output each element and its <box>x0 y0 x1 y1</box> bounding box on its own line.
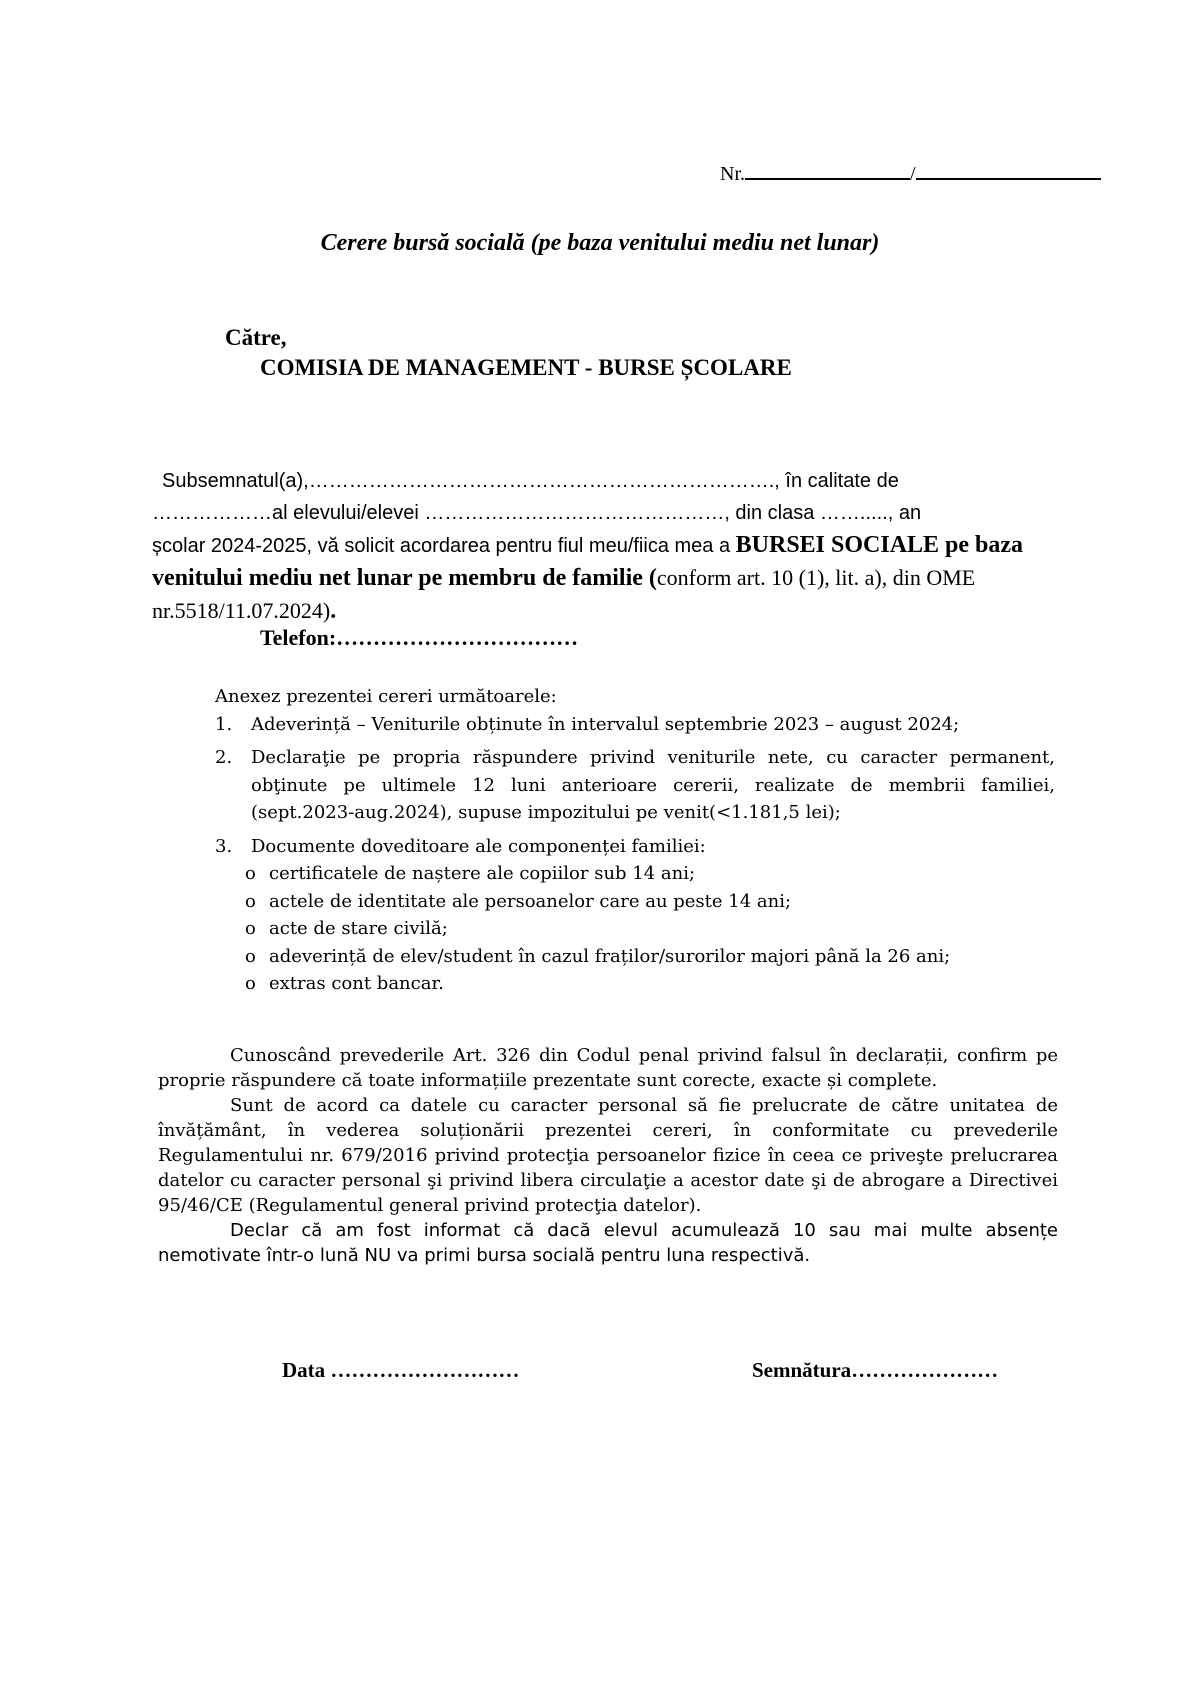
annex-number: 3. <box>215 835 233 857</box>
annex-number: 2. <box>215 747 233 768</box>
annex-item <box>215 744 1055 827</box>
legal-declarations <box>158 1043 1058 1268</box>
registration-number <box>720 160 1101 186</box>
annex-subitem: o actele de identitate ale persoanelor care au peste 14 ani; <box>245 888 1055 916</box>
request-bold-text: BURSEI SOCIALE pe baza venitului mediu net lunar pe membru de familie ( <box>152 532 1024 591</box>
annex-subitem: o certificatele de naștere ale copiilor sub 14 ani; <box>245 860 1055 888</box>
penal-code-declaration: Cunoscând prevederile Art. 326 din Codul penal privind falsul în declarații, confirm pe proprie răspundere că toate informațiile prezentate sunt corecte, exacte și complete. <box>158 1045 1058 1091</box>
request-body: școlar 2024-2025, vă solicit acordarea pentru fiul meu/fiica mea a BURSEI SOCIALE pe baza venitului mediu net lunar pe membru de familie (conform art. 10 (1), lit. a), din OME nr.5518/11.07.2024). <box>152 532 1024 624</box>
annex-number: 1. <box>215 713 233 735</box>
request-end-mark: . <box>330 598 337 624</box>
bullet-icon: o <box>245 973 256 994</box>
annexes-section <box>215 683 1055 998</box>
addressee-greeting: Către, <box>225 325 287 350</box>
request-paragraph <box>152 465 1057 628</box>
annexes-intro: Anexez prezentei cereri următoarele: <box>215 686 557 707</box>
annex-item <box>215 711 1055 739</box>
nr-label: Nr. <box>720 163 745 185</box>
request-line-1: Subsemnatul(a),……………………………………………………………., în calitate de <box>162 470 899 492</box>
annex-subitem: o extras cont bancar. <box>245 970 1055 998</box>
annex-text: Declaraţie pe propria răspundere privind veniturile nete, cu caracter permanent, obţinute pe ultimele 12 luni anterioare cererii, realizate de membrii familiei, (sept.2023-aug.2024), supuse impozitului pe venit(<1.181,5 lei); <box>251 747 1055 823</box>
annex-item <box>215 833 1055 861</box>
bullet-icon: o <box>245 863 256 884</box>
annex-subitem: o adeverință de elev/student în cazul fraților/surorilor majori până la 26 ani; <box>245 943 1055 971</box>
annex-subitem: o acte de stare civilă; <box>245 915 1055 943</box>
document-title: Cerere bursă socială (pe baza venitului mediu net lunar) <box>320 230 880 256</box>
nr-blank-date[interactable] <box>916 160 1101 180</box>
nr-separator: / <box>910 163 916 185</box>
annex-text: Documente doveditoare ale componenței familiei: <box>251 835 706 857</box>
request-legal-reference: conform art. 10 (1), lit. a), din OME nr.5518/11.07.2024) <box>152 565 976 623</box>
gdpr-consent: Sunt de acord ca datele cu caracter personal să fie prelucrate de către unitatea de învățământ, în vederea soluționării prezentei cereri, în conformitate cu prevederile Regulamentului nr. 679/2016 privind protecţia persoanelor fizice în ceea ce priveşte prelucrarea datelor cu caracter personal şi privind libera circulaţie a acestor date şi de abrogare a Directivei 95/46/CE (Regulamentul general privind protecţia datelor). <box>158 1095 1058 1216</box>
annex-text: Adeverință – Veniturile obținute în intervalul septembrie 2023 – august 2024; <box>251 713 960 735</box>
request-line-2: ………………al elevului/elevei ………………………………………, din clasa ……....., an <box>152 502 922 524</box>
date-field[interactable]: Data ……………………… <box>282 1358 520 1382</box>
absence-notice: Declar că am fost informat că dacă elevul acumulează 10 sau mai multe absențe nemotivate într-o lună NU va primi bursa socială pentru luna respectivă. <box>158 1220 1058 1266</box>
bullet-icon: o <box>245 945 256 967</box>
addressee-commission: COMISIA DE MANAGEMENT - BURSE ȘCOLARE <box>260 355 792 380</box>
nr-blank-number[interactable] <box>745 160 910 180</box>
bullet-icon: o <box>245 918 256 939</box>
bullet-icon: o <box>245 890 256 912</box>
phone-field[interactable]: Telefon:…………………………… <box>260 625 579 650</box>
signature-field[interactable]: Semnătura………………… <box>752 1358 999 1382</box>
